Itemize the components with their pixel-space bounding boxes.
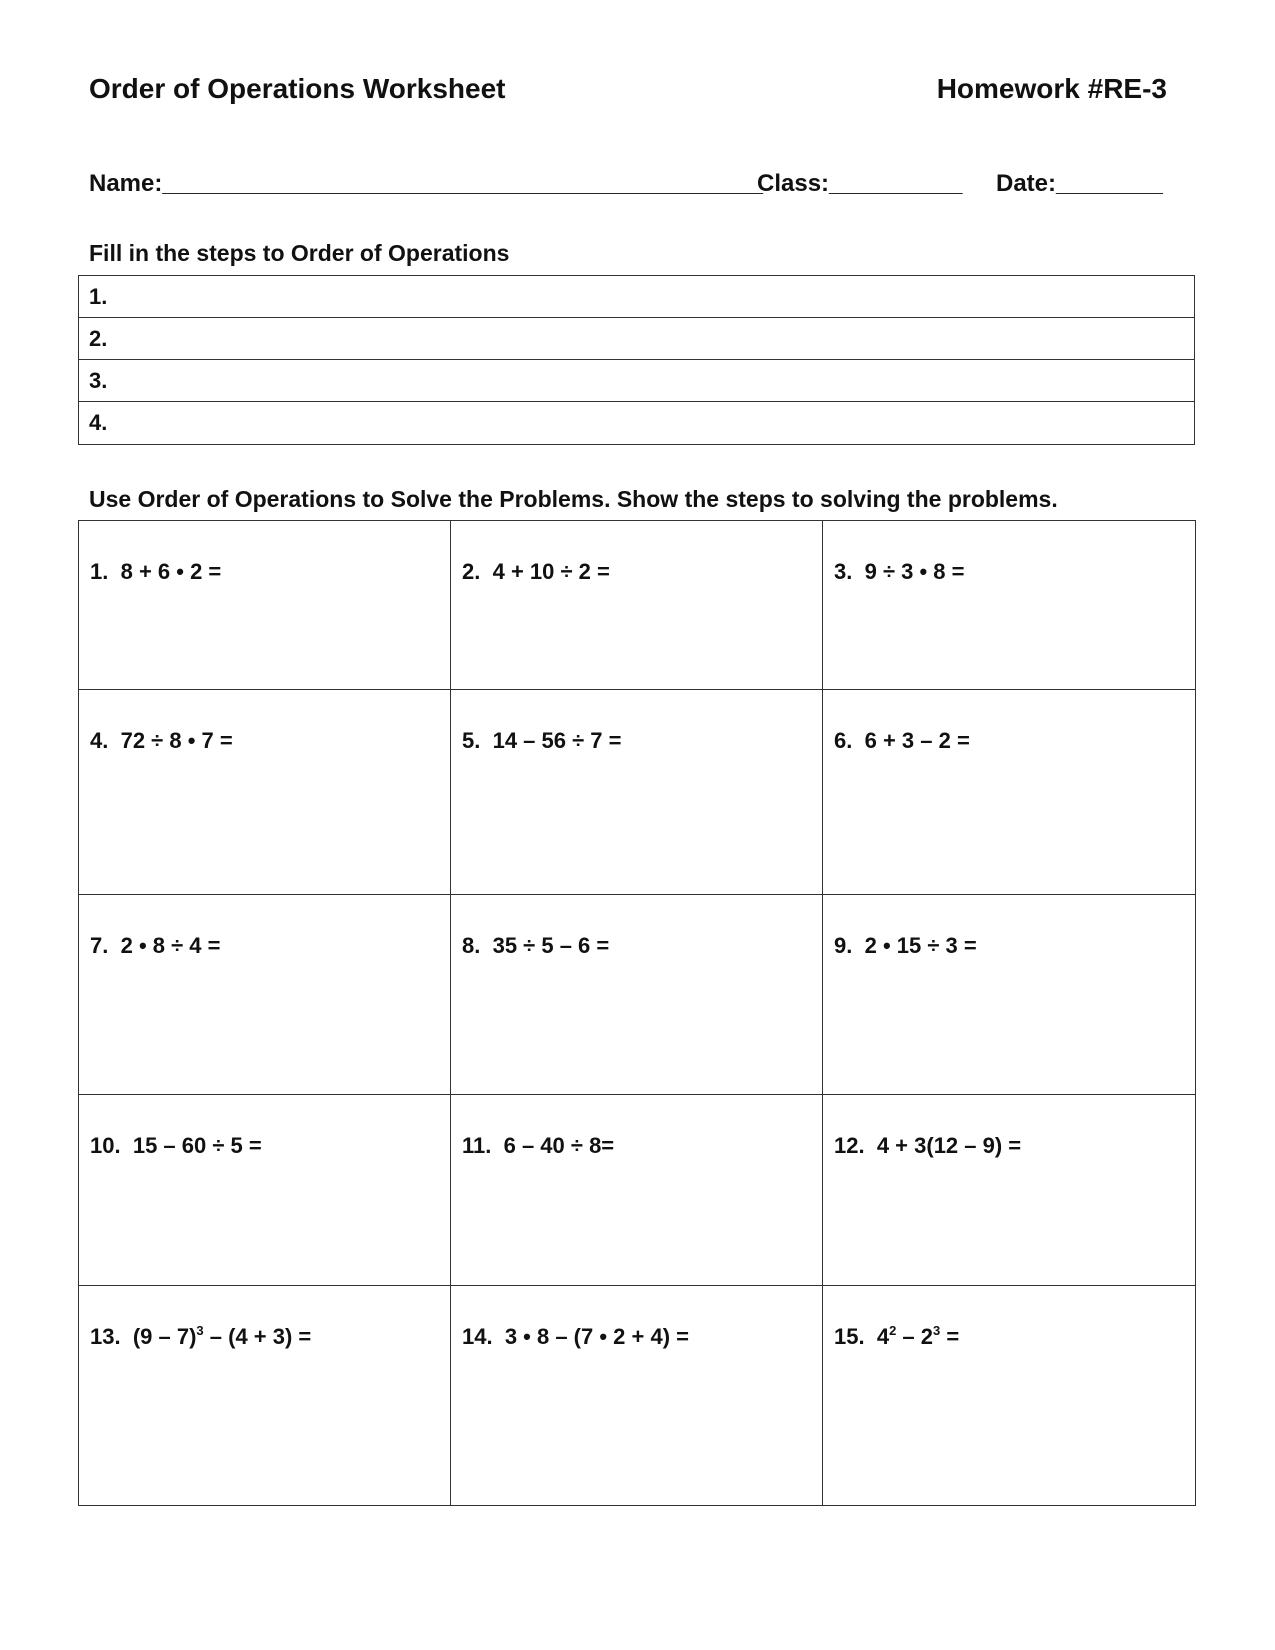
problem-row [79, 1286, 1196, 1506]
problem-cell [451, 1095, 823, 1286]
problem-expression: 6 – 40 ÷ 8= [503, 1133, 615, 1158]
name-field: Name:_____________________________________________ [89, 170, 764, 197]
problem-expression: 2 • 15 ÷ 3 = [864, 933, 977, 958]
problem-expression: 4 + 3(12 – 9) = [876, 1133, 1022, 1158]
problem-number: 8. [462, 933, 481, 958]
problem-number: 6. [834, 728, 853, 753]
problems-table [78, 520, 1196, 1506]
problem-number: 15. [834, 1324, 865, 1349]
problem-expression: 3 • 8 – (7 • 2 + 4) = [504, 1324, 690, 1349]
expr-part: – (4 + 3) = [203, 1324, 312, 1349]
class-field: Class:__________ [757, 170, 963, 197]
problem-cell [823, 895, 1196, 1095]
problem-number: 7. [90, 933, 109, 958]
steps-heading: Fill in the steps to Order of Operations [89, 240, 510, 266]
worksheet-title: Order of Operations Worksheet [89, 73, 506, 104]
problems-heading: Use Order of Operations to Solve the Problems. Show the steps to solving the problems. [89, 486, 1058, 512]
problem-number: 12. [834, 1133, 865, 1158]
step-row [79, 276, 1195, 318]
step-row [79, 318, 1195, 360]
problem-row [79, 521, 1196, 690]
problem-expression: 6 + 3 – 2 = [864, 728, 970, 753]
expr-part: 4 [876, 1324, 890, 1349]
homework-label: Homework #RE-3 [936, 73, 1167, 104]
problem-cell [823, 690, 1196, 895]
problem-number: 5. [462, 728, 481, 753]
problem-cell [79, 521, 451, 690]
problem-number: 10. [90, 1133, 121, 1158]
step-cell: 4. [79, 402, 1195, 445]
exponent: 3 [933, 1323, 941, 1338]
problem-expression: 14 – 56 ÷ 7 = [492, 728, 622, 753]
problem-cell [451, 895, 823, 1095]
step-row [79, 360, 1195, 402]
problem-cell [79, 690, 451, 895]
problem-cell [79, 1286, 451, 1506]
problem-cell [823, 1095, 1196, 1286]
problem-number: 13. [90, 1324, 121, 1349]
problem-expression: 8 + 6 • 2 = [120, 559, 222, 584]
step-cell: 2. [79, 318, 1195, 360]
problem-row [79, 895, 1196, 1095]
problem-number: 1. [90, 559, 109, 584]
problem-expression: 35 ÷ 5 – 6 = [492, 933, 610, 958]
exponent: 3 [196, 1323, 204, 1338]
problem-number: 14. [462, 1324, 493, 1349]
step-cell: 1. [79, 276, 1195, 318]
problem-number: 4. [90, 728, 109, 753]
steps-table [78, 275, 1195, 445]
problem-row [79, 690, 1196, 895]
expr-part: = [940, 1324, 960, 1349]
step-cell: 3. [79, 360, 1195, 402]
date-field: Date:________ [996, 170, 1163, 197]
exponent: 2 [889, 1323, 897, 1338]
expr-part: (9 – 7) [132, 1324, 197, 1349]
problem-expression: 4 + 10 ÷ 2 = [492, 559, 610, 584]
problem-number: 2. [462, 559, 481, 584]
problem-expression: 9 ÷ 3 • 8 = [864, 559, 965, 584]
problem-expression: 2 • 8 ÷ 4 = [120, 933, 221, 958]
expr-part: – 2 [896, 1324, 934, 1349]
problem-cell [823, 1286, 1196, 1506]
problem-expression [877, 1324, 959, 1349]
problem-cell [79, 1095, 451, 1286]
problem-cell [823, 521, 1196, 690]
problem-number: 3. [834, 559, 853, 584]
problem-row [79, 1095, 1196, 1286]
step-row [79, 402, 1195, 445]
problem-cell [451, 690, 823, 895]
problem-expression: 72 ÷ 8 • 7 = [120, 728, 233, 753]
problem-number: 9. [834, 933, 853, 958]
problem-cell [451, 521, 823, 690]
problem-cell [451, 1286, 823, 1506]
problem-expression [133, 1324, 311, 1349]
problem-number: 11. [462, 1133, 492, 1158]
problem-expression: 15 – 60 ÷ 5 = [132, 1133, 262, 1158]
problem-cell [79, 895, 451, 1095]
